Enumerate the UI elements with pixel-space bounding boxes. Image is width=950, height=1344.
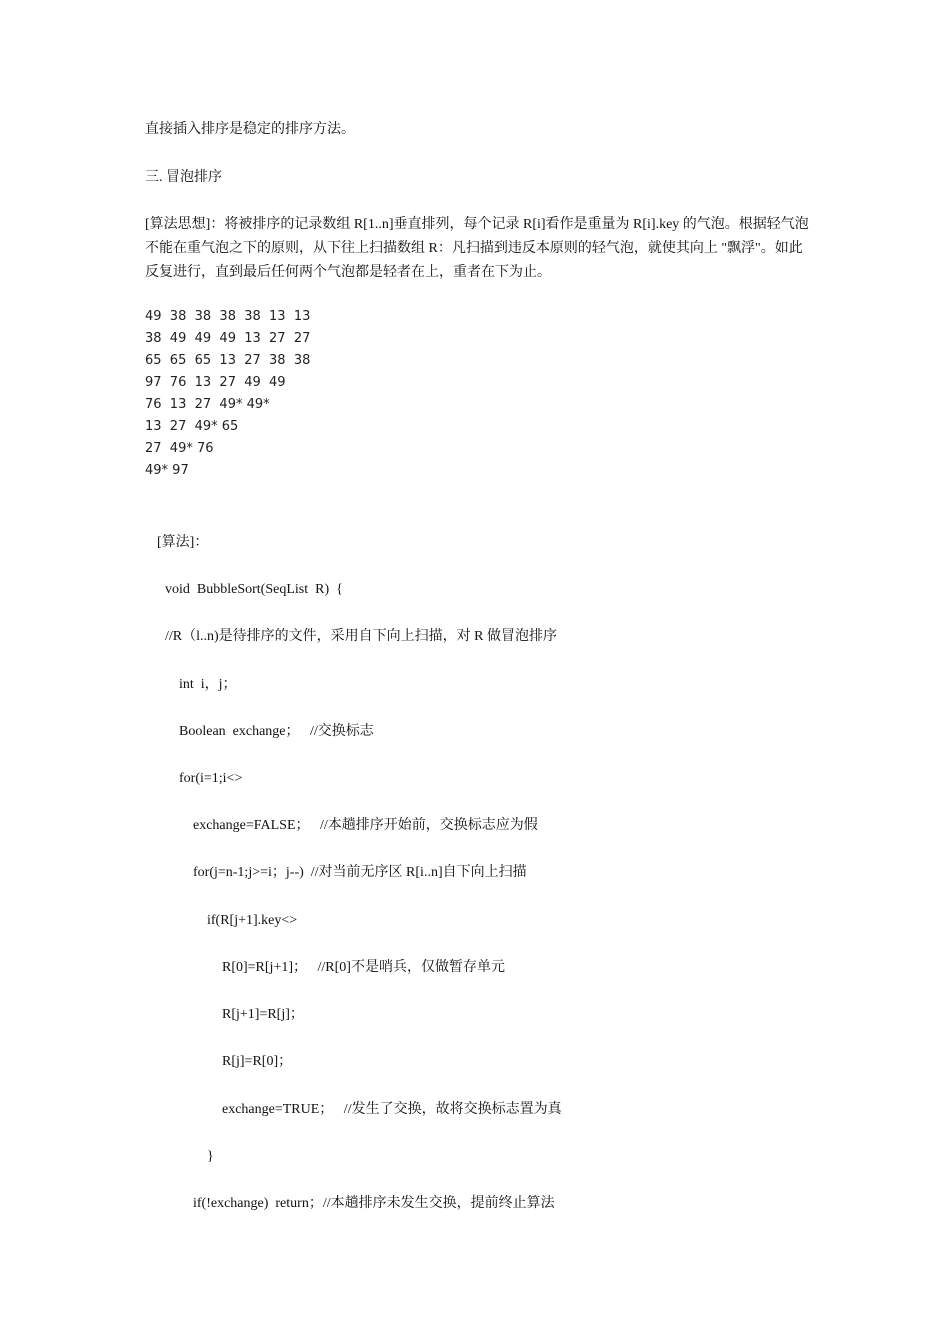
- trace-row: 38 49 49 49 13 27 27: [145, 331, 311, 346]
- section-heading: 三. 冒泡排序: [145, 170, 222, 185]
- code-line: if(!exchange) return；//本趟排序未发生交换，提前终止算法: [193, 1196, 555, 1211]
- code-line: Boolean exchange； //交换标志: [179, 724, 374, 739]
- code-line: int i，j；: [179, 677, 237, 692]
- trace-row: 49* 97: [145, 463, 189, 478]
- trace-row: 65 65 65 13 27 38 38: [145, 353, 311, 368]
- code-line: R[j]=R[0]；: [222, 1054, 293, 1069]
- code-line: exchange=FALSE； //本趟排序开始前，交换标志应为假: [193, 818, 538, 833]
- trace-row: 13 27 49* 65: [145, 419, 239, 434]
- trace-row: 76 13 27 49* 49*: [145, 397, 270, 412]
- code-line: R[0]=R[j+1]； //R[0]不是哨兵，仅做暂存单元: [222, 960, 505, 975]
- code-line: //R（l..n)是待排序的文件，采用自下向上扫描，对 R 做冒泡排序: [165, 629, 558, 644]
- code-line: void BubbleSort(SeqList R) {: [165, 582, 343, 597]
- code-line: R[j+1]=R[j]；: [222, 1007, 304, 1022]
- code-line: if(R[j+1].key<>: [207, 913, 298, 928]
- algorithm-label: [算法]：: [157, 535, 209, 550]
- code-line: exchange=TRUE； //发生了交换，故将交换标志置为真: [222, 1102, 562, 1117]
- code-line: }: [207, 1149, 214, 1164]
- code-line: for(i=1;i<>: [179, 771, 243, 786]
- trace-row: 27 49* 76: [145, 441, 214, 456]
- stable-sort-note: 直接插入排序是稳定的排序方法。: [145, 122, 355, 137]
- bubble-sort-trace-table: [145, 306, 310, 482]
- trace-row: 49 38 38 38 38 13 13: [145, 309, 311, 324]
- code-line: for(j=n-1;j>=i；j--) //对当前无序区 R[i..n]自下向上扫描: [193, 865, 527, 880]
- algorithm-idea-paragraph: [算法思想]：将被排序的记录数组 R[1..n]垂直排列，每个记录 R[i]看作是重量为 R[i].key 的气泡。根据轻气泡不能在重气泡之下的原则，从下往上扫描数组 R：凡扫描到违反本原则的轻气泡，就使其向上 "飘浮"。如此反复进行，直到最后任何两个气泡都是轻者在上，重者在下为止。: [145, 217, 809, 280]
- trace-row: 97 76 13 27 49 49: [145, 375, 286, 390]
